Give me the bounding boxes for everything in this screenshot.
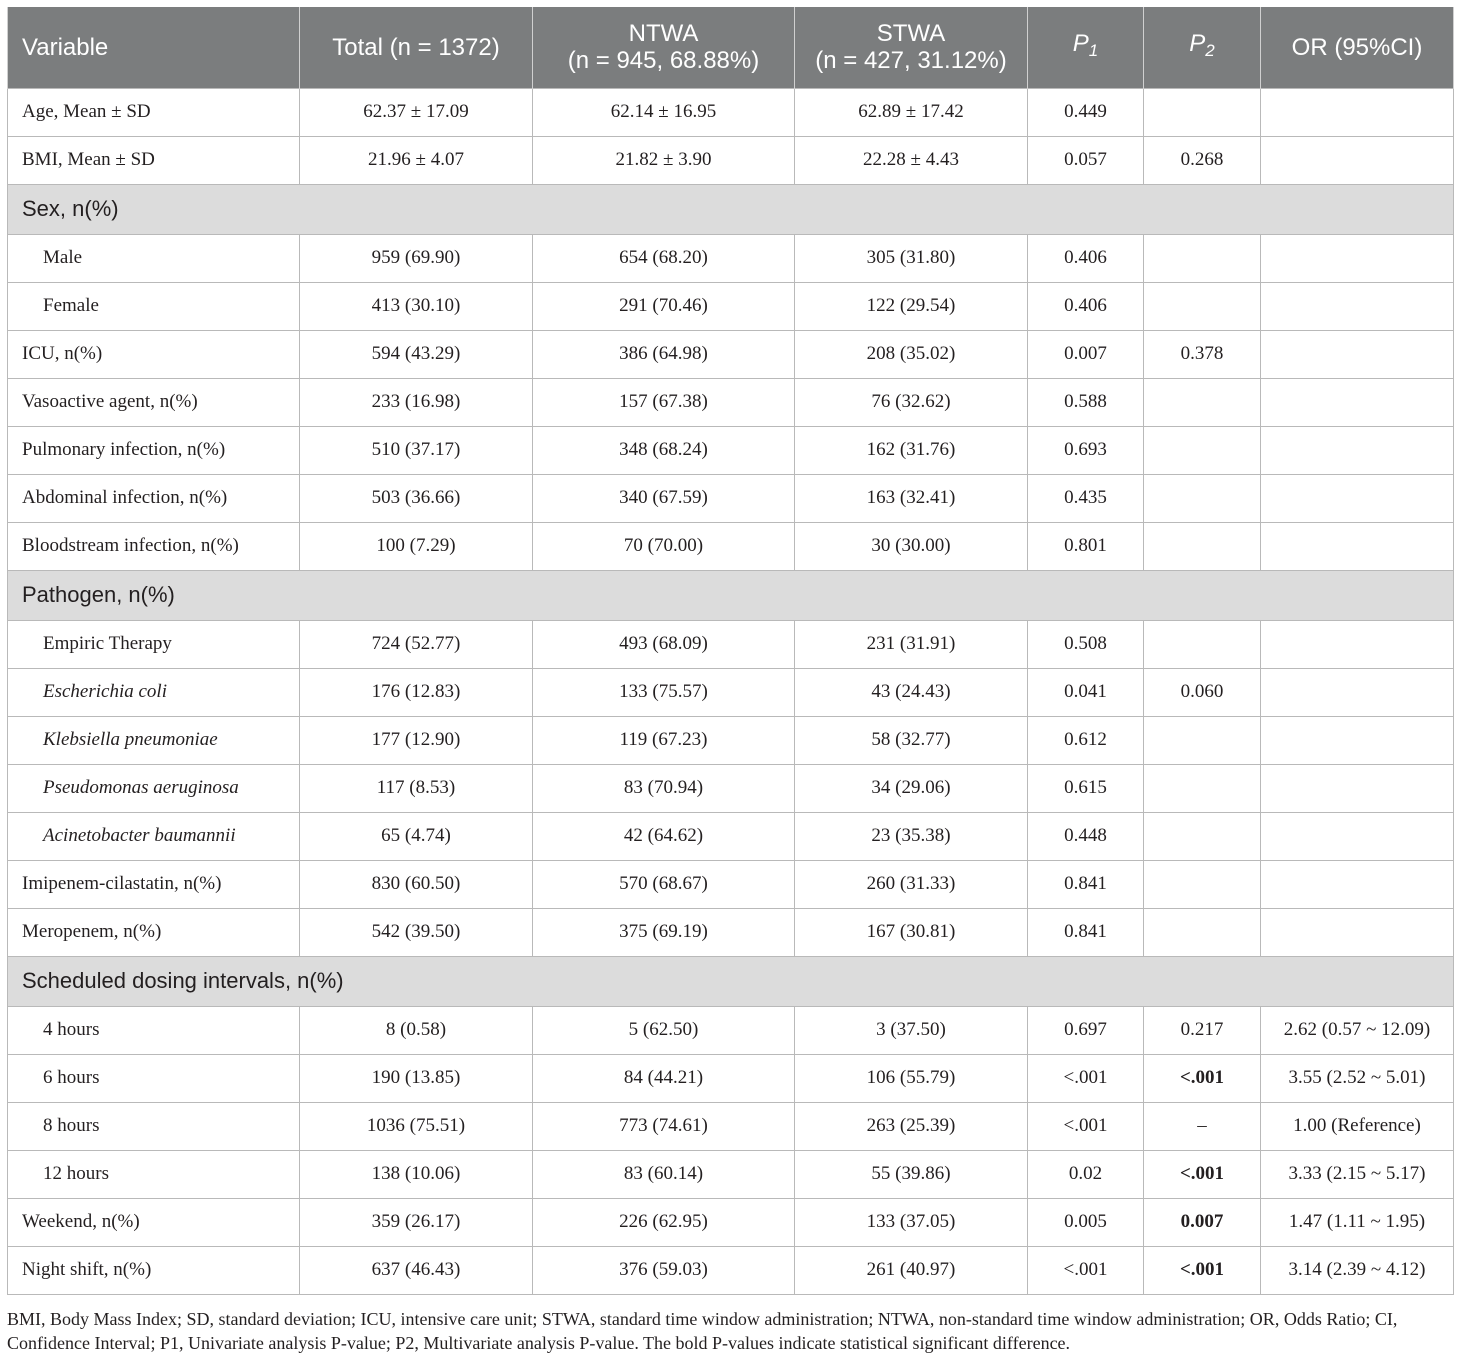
table-row bbox=[8, 522, 1454, 570]
cell-label: 8 hours bbox=[8, 1102, 300, 1150]
cell-total: 510 (37.17) bbox=[300, 426, 533, 474]
cell-stwa: 30 (30.00) bbox=[795, 522, 1028, 570]
header-row bbox=[8, 7, 1454, 88]
table-row bbox=[8, 330, 1454, 378]
section-row bbox=[8, 184, 1454, 234]
section-label: Pathogen, n(%) bbox=[8, 570, 1454, 620]
cell-p2 bbox=[1144, 812, 1261, 860]
cell-stwa: 163 (32.41) bbox=[795, 474, 1028, 522]
cell-stwa: 231 (31.91) bbox=[795, 620, 1028, 668]
cell-label: 4 hours bbox=[8, 1006, 300, 1054]
header-ntwa-line2: (n = 945, 68.88%) bbox=[567, 47, 760, 75]
cell-or bbox=[1261, 620, 1454, 668]
cell-p2: <.001 bbox=[1144, 1150, 1261, 1198]
cell-total: 177 (12.90) bbox=[300, 716, 533, 764]
cell-total: 233 (16.98) bbox=[300, 378, 533, 426]
table-row bbox=[8, 1102, 1454, 1150]
table-row bbox=[8, 234, 1454, 282]
cell-ntwa: 83 (60.14) bbox=[533, 1150, 795, 1198]
cell-p1: <.001 bbox=[1028, 1054, 1144, 1102]
cell-stwa: 62.89 ± 17.42 bbox=[795, 88, 1028, 136]
table-row bbox=[8, 620, 1454, 668]
cell-ntwa: 42 (64.62) bbox=[533, 812, 795, 860]
cell-or bbox=[1261, 378, 1454, 426]
cell-total: 65 (4.74) bbox=[300, 812, 533, 860]
cell-ntwa: 157 (67.38) bbox=[533, 378, 795, 426]
cell-stwa: 22.28 ± 4.43 bbox=[795, 136, 1028, 184]
cell-label: BMI, Mean ± SD bbox=[8, 136, 300, 184]
cell-stwa: 43 (24.43) bbox=[795, 668, 1028, 716]
cell-p1: 0.841 bbox=[1028, 860, 1144, 908]
cell-total: 413 (30.10) bbox=[300, 282, 533, 330]
cell-ntwa: 291 (70.46) bbox=[533, 282, 795, 330]
cell-ntwa: 62.14 ± 16.95 bbox=[533, 88, 795, 136]
table-row bbox=[8, 378, 1454, 426]
cell-ntwa: 386 (64.98) bbox=[533, 330, 795, 378]
table-row bbox=[8, 88, 1454, 136]
header-p2-main: P bbox=[1189, 30, 1206, 58]
cell-stwa: 167 (30.81) bbox=[795, 908, 1028, 956]
header-p1-sub: 1 bbox=[1088, 41, 1099, 61]
cell-p2 bbox=[1144, 908, 1261, 956]
cell-p1: 0.841 bbox=[1028, 908, 1144, 956]
cell-total: 830 (60.50) bbox=[300, 860, 533, 908]
cell-stwa: 76 (32.62) bbox=[795, 378, 1028, 426]
cell-total: 724 (52.77) bbox=[300, 620, 533, 668]
cell-stwa: 133 (37.05) bbox=[795, 1198, 1028, 1246]
header-ntwa-line1: NTWA bbox=[628, 20, 699, 48]
cell-ntwa: 21.82 ± 3.90 bbox=[533, 136, 795, 184]
cell-total: 637 (46.43) bbox=[300, 1246, 533, 1294]
cell-p1: 0.801 bbox=[1028, 522, 1144, 570]
cell-p2 bbox=[1144, 716, 1261, 764]
cell-total: 1036 (75.51) bbox=[300, 1102, 533, 1150]
results-table bbox=[7, 7, 1454, 1295]
cell-or bbox=[1261, 426, 1454, 474]
cell-or bbox=[1261, 330, 1454, 378]
table-footnote: BMI, Body Mass Index; SD, standard deviation; ICU, intensive care unit; STWA, standard time window administration; NTWA, non-standard time window administration; OR, Odds Ratio; CI, Confidence Interval; P1, Univariate analysis P-value; P2, Multivariate analysis P-value. The bold P-values indicate statistical significant difference. bbox=[7, 1309, 1398, 1353]
cell-ntwa: 493 (68.09) bbox=[533, 620, 795, 668]
section-row bbox=[8, 570, 1454, 620]
cell-or bbox=[1261, 522, 1454, 570]
cell-p1: 0.588 bbox=[1028, 378, 1144, 426]
cell-p2: <.001 bbox=[1144, 1246, 1261, 1294]
cell-p1: 0.007 bbox=[1028, 330, 1144, 378]
cell-p2 bbox=[1144, 88, 1261, 136]
cell-or bbox=[1261, 764, 1454, 812]
cell-p1: 0.449 bbox=[1028, 88, 1144, 136]
cell-total: 359 (26.17) bbox=[300, 1198, 533, 1246]
cell-label: Male bbox=[8, 234, 300, 282]
cell-p2 bbox=[1144, 764, 1261, 812]
cell-p2: <.001 bbox=[1144, 1054, 1261, 1102]
cell-p2: 0.268 bbox=[1144, 136, 1261, 184]
cell-ntwa: 70 (70.00) bbox=[533, 522, 795, 570]
cell-stwa: 58 (32.77) bbox=[795, 716, 1028, 764]
table-row bbox=[8, 1246, 1454, 1294]
cell-total: 21.96 ± 4.07 bbox=[300, 136, 533, 184]
cell-ntwa: 570 (68.67) bbox=[533, 860, 795, 908]
cell-or: 3.55 (2.52 ~ 5.01) bbox=[1261, 1054, 1454, 1102]
cell-p1: 0.406 bbox=[1028, 282, 1144, 330]
cell-p1: 0.693 bbox=[1028, 426, 1144, 474]
section-row bbox=[8, 956, 1454, 1006]
cell-stwa: 55 (39.86) bbox=[795, 1150, 1028, 1198]
header-variable: Variable bbox=[8, 7, 300, 88]
cell-total: 62.37 ± 17.09 bbox=[300, 88, 533, 136]
cell-stwa: 106 (55.79) bbox=[795, 1054, 1028, 1102]
cell-label: Imipenem-cilastatin, n(%) bbox=[8, 860, 300, 908]
cell-stwa: 261 (40.97) bbox=[795, 1246, 1028, 1294]
cell-or bbox=[1261, 668, 1454, 716]
cell-stwa: 162 (31.76) bbox=[795, 426, 1028, 474]
cell-p1: 0.435 bbox=[1028, 474, 1144, 522]
cell-p1: 0.005 bbox=[1028, 1198, 1144, 1246]
cell-p2: – bbox=[1144, 1102, 1261, 1150]
cell-label: Age, Mean ± SD bbox=[8, 88, 300, 136]
cell-or: 1.00 (Reference) bbox=[1261, 1102, 1454, 1150]
cell-p1: 0.612 bbox=[1028, 716, 1144, 764]
table-header bbox=[8, 7, 1454, 88]
cell-label: Pseudomonas aeruginosa bbox=[8, 764, 300, 812]
header-stwa bbox=[795, 7, 1028, 88]
cell-total: 503 (36.66) bbox=[300, 474, 533, 522]
table-row bbox=[8, 474, 1454, 522]
cell-p2: 0.217 bbox=[1144, 1006, 1261, 1054]
cell-p2 bbox=[1144, 378, 1261, 426]
cell-total: 542 (39.50) bbox=[300, 908, 533, 956]
cell-label: Acinetobacter baumannii bbox=[8, 812, 300, 860]
cell-label: Vasoactive agent, n(%) bbox=[8, 378, 300, 426]
cell-total: 190 (13.85) bbox=[300, 1054, 533, 1102]
cell-p1: 0.406 bbox=[1028, 234, 1144, 282]
table-row bbox=[8, 282, 1454, 330]
cell-or: 1.47 (1.11 ~ 1.95) bbox=[1261, 1198, 1454, 1246]
cell-or bbox=[1261, 908, 1454, 956]
table-row bbox=[8, 1150, 1454, 1198]
cell-label: 12 hours bbox=[8, 1150, 300, 1198]
cell-p2: 0.378 bbox=[1144, 330, 1261, 378]
cell-label: ICU, n(%) bbox=[8, 330, 300, 378]
table-row bbox=[8, 668, 1454, 716]
cell-ntwa: 654 (68.20) bbox=[533, 234, 795, 282]
cell-stwa: 305 (31.80) bbox=[795, 234, 1028, 282]
table-row bbox=[8, 136, 1454, 184]
header-total: Total (n = 1372) bbox=[300, 7, 533, 88]
cell-ntwa: 83 (70.94) bbox=[533, 764, 795, 812]
cell-total: 8 (0.58) bbox=[300, 1006, 533, 1054]
table-row bbox=[8, 716, 1454, 764]
header-or: OR (95%CI) bbox=[1261, 7, 1454, 88]
cell-ntwa: 340 (67.59) bbox=[533, 474, 795, 522]
header-p1 bbox=[1028, 7, 1144, 88]
cell-or bbox=[1261, 282, 1454, 330]
cell-label: 6 hours bbox=[8, 1054, 300, 1102]
cell-total: 594 (43.29) bbox=[300, 330, 533, 378]
table-row bbox=[8, 908, 1454, 956]
section-label: Scheduled dosing intervals, n(%) bbox=[8, 956, 1454, 1006]
cell-p1: 0.02 bbox=[1028, 1150, 1144, 1198]
cell-or bbox=[1261, 88, 1454, 136]
section-label: Sex, n(%) bbox=[8, 184, 1454, 234]
cell-p2 bbox=[1144, 282, 1261, 330]
cell-ntwa: 226 (62.95) bbox=[533, 1198, 795, 1246]
cell-total: 176 (12.83) bbox=[300, 668, 533, 716]
cell-p1: 0.057 bbox=[1028, 136, 1144, 184]
cell-or: 3.14 (2.39 ~ 4.12) bbox=[1261, 1246, 1454, 1294]
cell-p1: 0.448 bbox=[1028, 812, 1144, 860]
cell-or: 3.33 (2.15 ~ 5.17) bbox=[1261, 1150, 1454, 1198]
cell-p2 bbox=[1144, 620, 1261, 668]
cell-total: 117 (8.53) bbox=[300, 764, 533, 812]
table-row bbox=[8, 1006, 1454, 1054]
table-row bbox=[8, 764, 1454, 812]
cell-stwa: 122 (29.54) bbox=[795, 282, 1028, 330]
header-p2 bbox=[1144, 7, 1261, 88]
cell-total: 100 (7.29) bbox=[300, 522, 533, 570]
cell-stwa: 23 (35.38) bbox=[795, 812, 1028, 860]
cell-ntwa: 84 (44.21) bbox=[533, 1054, 795, 1102]
cell-label: Pulmonary infection, n(%) bbox=[8, 426, 300, 474]
cell-stwa: 260 (31.33) bbox=[795, 860, 1028, 908]
cell-label: Female bbox=[8, 282, 300, 330]
header-stwa-line2: (n = 427, 31.12%) bbox=[815, 47, 1007, 75]
cell-p2 bbox=[1144, 234, 1261, 282]
cell-stwa: 208 (35.02) bbox=[795, 330, 1028, 378]
cell-total: 138 (10.06) bbox=[300, 1150, 533, 1198]
header-p1-main: P bbox=[1072, 30, 1089, 58]
cell-p2: 0.007 bbox=[1144, 1198, 1261, 1246]
cell-or bbox=[1261, 234, 1454, 282]
cell-stwa: 3 (37.50) bbox=[795, 1006, 1028, 1054]
cell-stwa: 263 (25.39) bbox=[795, 1102, 1028, 1150]
cell-p1: 0.508 bbox=[1028, 620, 1144, 668]
cell-label: Weekend, n(%) bbox=[8, 1198, 300, 1246]
cell-total: 959 (69.90) bbox=[300, 234, 533, 282]
cell-label: Abdominal infection, n(%) bbox=[8, 474, 300, 522]
cell-stwa: 34 (29.06) bbox=[795, 764, 1028, 812]
table-row bbox=[8, 426, 1454, 474]
table-body bbox=[8, 88, 1454, 1294]
header-p2-sub: 2 bbox=[1205, 41, 1215, 61]
cell-ntwa: 5 (62.50) bbox=[533, 1006, 795, 1054]
header-ntwa bbox=[533, 7, 795, 88]
cell-ntwa: 773 (74.61) bbox=[533, 1102, 795, 1150]
cell-p2: 0.060 bbox=[1144, 668, 1261, 716]
cell-label: Bloodstream infection, n(%) bbox=[8, 522, 300, 570]
cell-label: Escherichia coli bbox=[8, 668, 300, 716]
cell-label: Empiric Therapy bbox=[8, 620, 300, 668]
cell-p2 bbox=[1144, 860, 1261, 908]
cell-label: Meropenem, n(%) bbox=[8, 908, 300, 956]
cell-p1: <.001 bbox=[1028, 1102, 1144, 1150]
cell-ntwa: 133 (75.57) bbox=[533, 668, 795, 716]
cell-p2 bbox=[1144, 426, 1261, 474]
cell-or bbox=[1261, 812, 1454, 860]
cell-or bbox=[1261, 860, 1454, 908]
cell-label: Night shift, n(%) bbox=[8, 1246, 300, 1294]
cell-or: 2.62 (0.57 ~ 12.09) bbox=[1261, 1006, 1454, 1054]
cell-p2 bbox=[1144, 474, 1261, 522]
results-table-container bbox=[7, 7, 1453, 1295]
cell-p2 bbox=[1144, 522, 1261, 570]
cell-ntwa: 348 (68.24) bbox=[533, 426, 795, 474]
cell-p1: 0.697 bbox=[1028, 1006, 1144, 1054]
cell-p1: 0.615 bbox=[1028, 764, 1144, 812]
cell-label: Klebsiella pneumoniae bbox=[8, 716, 300, 764]
table-row bbox=[8, 1198, 1454, 1246]
cell-p1: <.001 bbox=[1028, 1246, 1144, 1294]
cell-or bbox=[1261, 474, 1454, 522]
cell-or bbox=[1261, 136, 1454, 184]
header-stwa-line1: STWA bbox=[876, 20, 946, 48]
cell-ntwa: 375 (69.19) bbox=[533, 908, 795, 956]
table-row bbox=[8, 1054, 1454, 1102]
cell-ntwa: 119 (67.23) bbox=[533, 716, 795, 764]
table-row bbox=[8, 860, 1454, 908]
table-row bbox=[8, 812, 1454, 860]
cell-p1: 0.041 bbox=[1028, 668, 1144, 716]
cell-or bbox=[1261, 716, 1454, 764]
cell-ntwa: 376 (59.03) bbox=[533, 1246, 795, 1294]
